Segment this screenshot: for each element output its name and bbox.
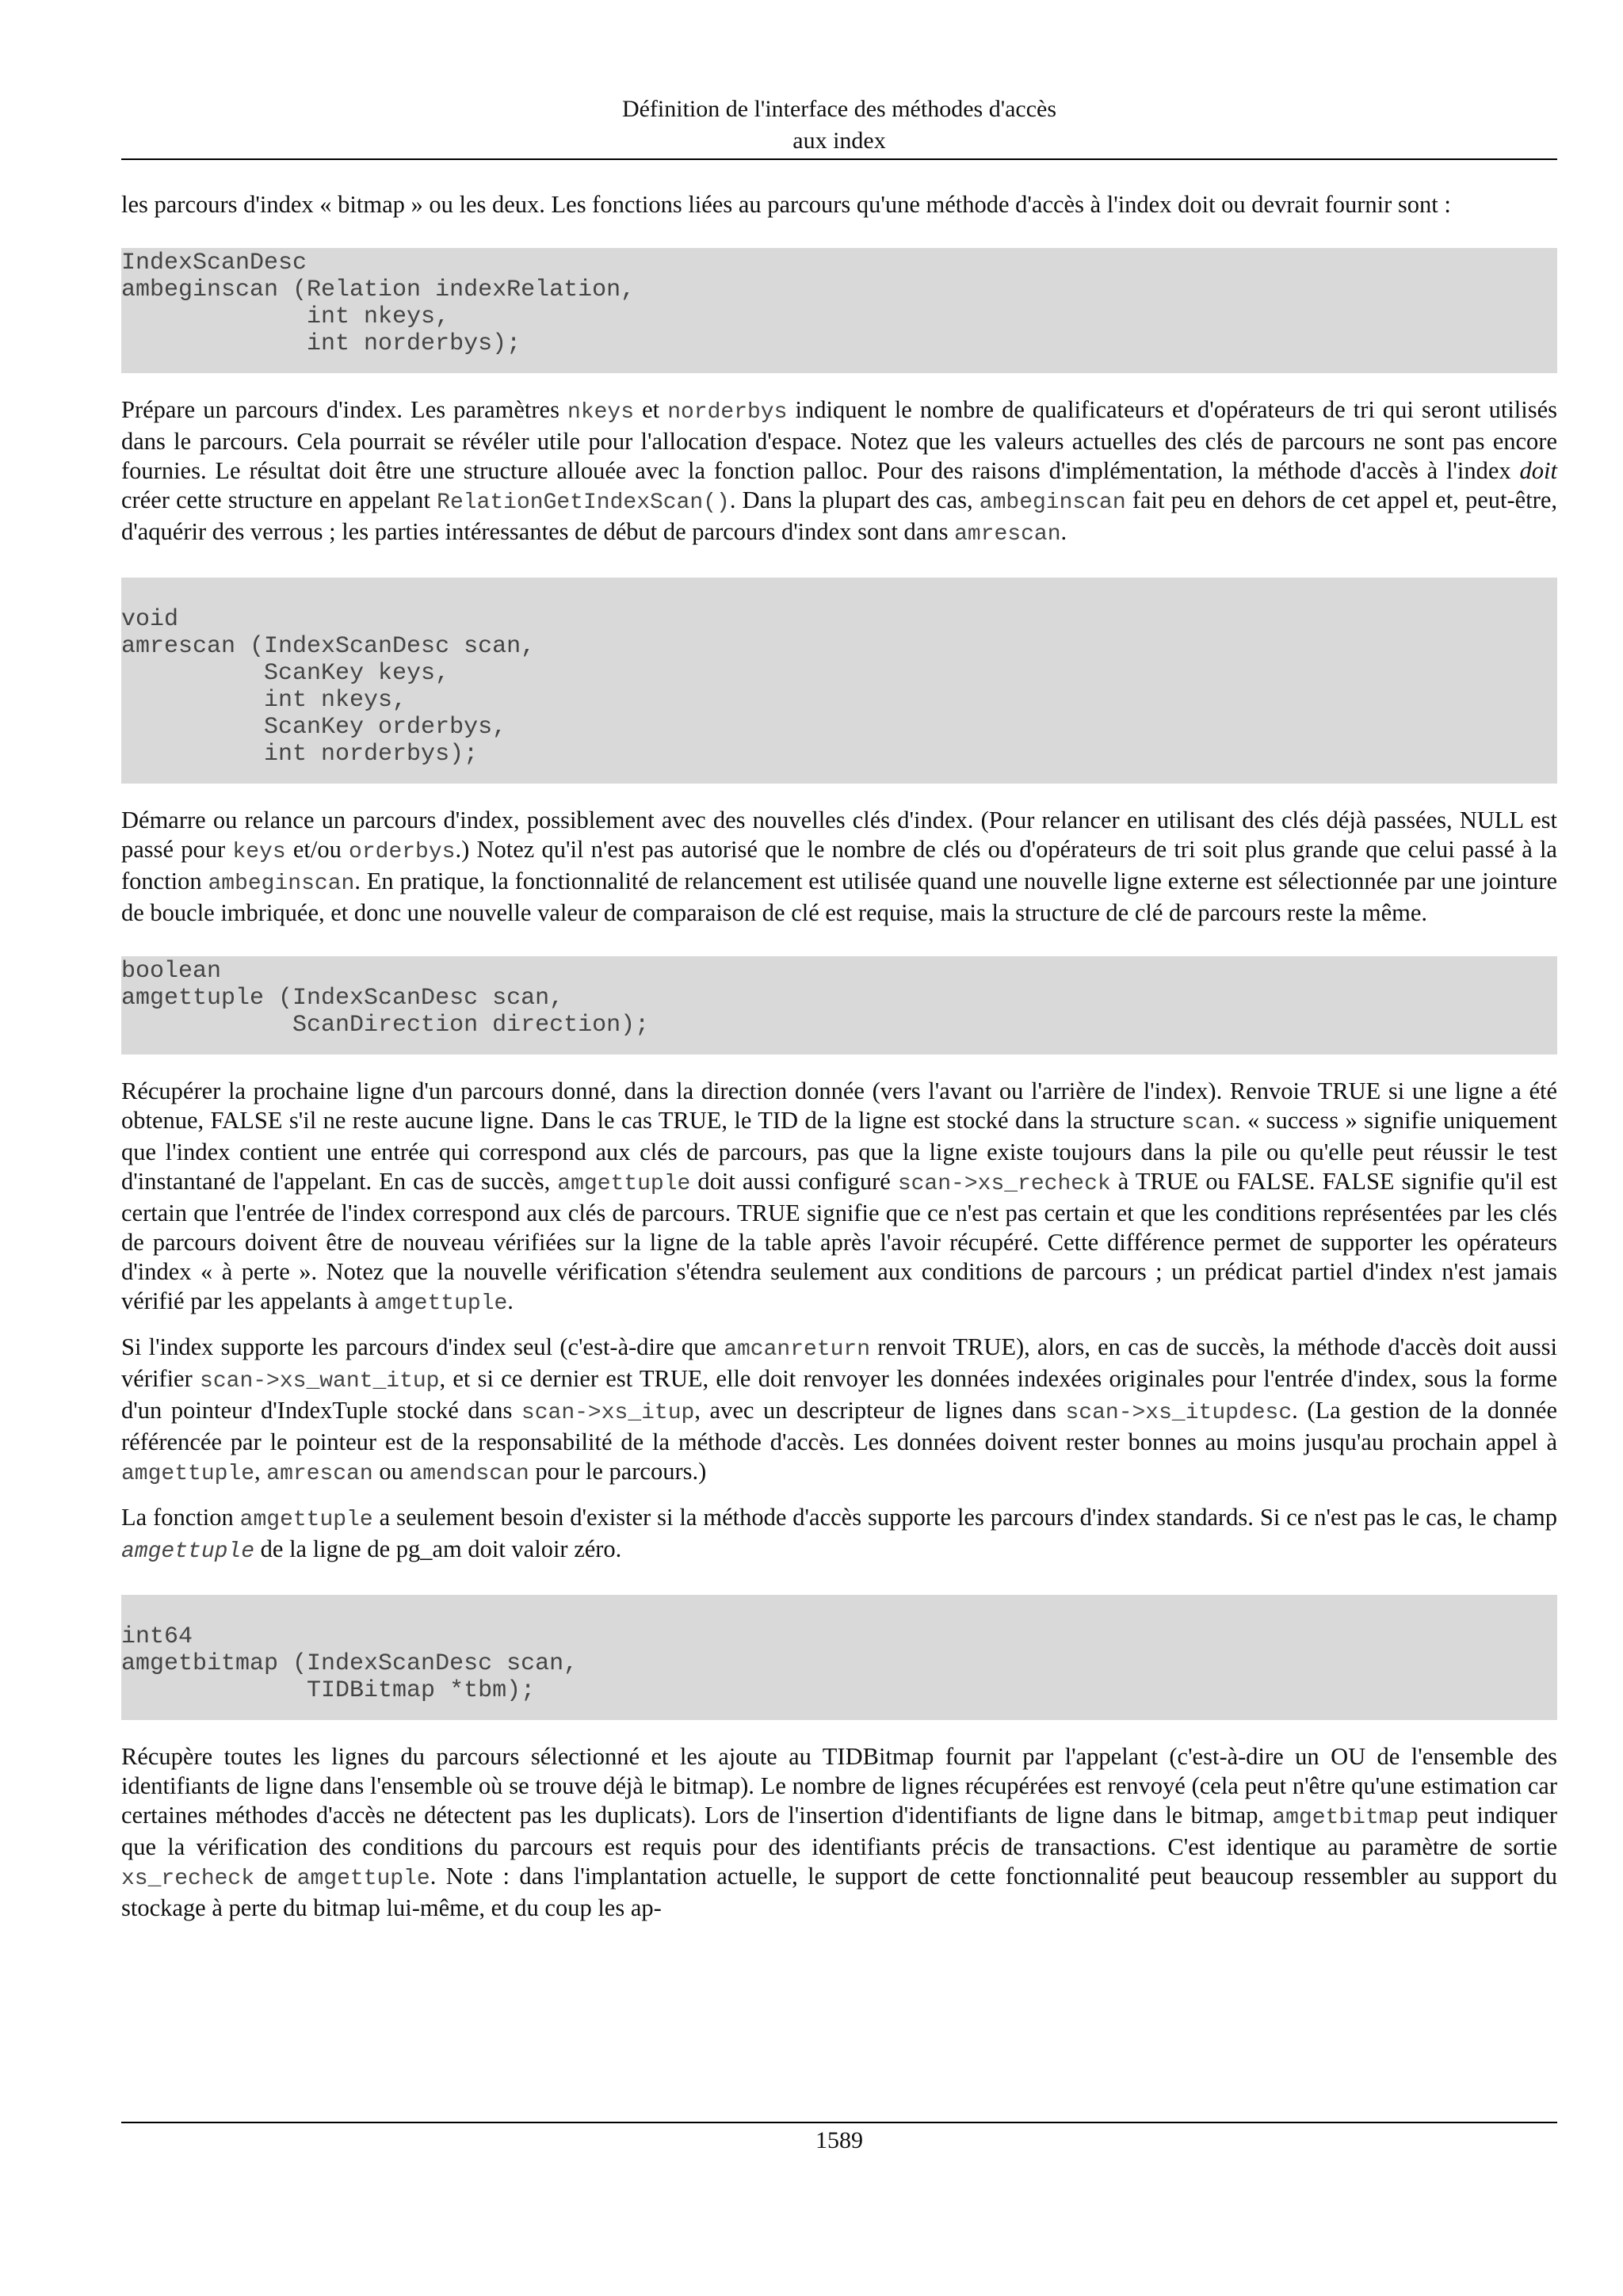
text: indiquent le nombre de qualificateurs et d'opérateurs de tri qui seront utilisés dans le parcours. Cela pourrait se révéler utile pour l'allocation d'espace. Notez que les valeurs actuelles des clés de parcours ne sont pas encore fournies. Le résultat doit être une structure allouée avec la fonction palloc. Pour des raisons d'implémentation, la méthode d'accès à l'index xyxy=(121,396,1557,484)
text: . (La gestion de la donnée référencée par le pointeur est de la responsabilité de la méthode d'accès. Les données doivent rester bonnes au moins jusqu'au prochain appel à xyxy=(121,1397,1557,1455)
code-ambeginscan: IndexScanDesc ambeginscan (Relation indexRelation, int nkeys, int norderbys); xyxy=(121,248,1557,373)
code-xs-itup: scan->xs_itup xyxy=(521,1401,695,1425)
code-amgetbitmap: int64 amgetbitmap (IndexScanDesc scan, TIDBitmap *tbm); xyxy=(121,1595,1557,1720)
code-xs-itupdesc: scan->xs_itupdesc xyxy=(1065,1401,1293,1425)
code-amgettuple: amgettuple xyxy=(239,1508,373,1532)
code-amgetbitmap: amgetbitmap xyxy=(1272,1806,1419,1830)
text: Si l'index supporte les parcours d'index seul (c'est-à-dire que xyxy=(121,1333,724,1360)
paragraph-ambeginscan xyxy=(121,395,1557,549)
text: . « success » signifie uniquement que l'index contient une entrée qui correspond aux clés de parcours, pas que la ligne existe toujours dans la pile ou qu'elle peut réussir le test d'instantané de l'appelant. En cas de succès, xyxy=(121,1107,1558,1195)
text: fait peu en dehors de cet appel et, peut-être, d'aquérir des verrous ; les parties intéressantes de début de parcours d'index sont dans xyxy=(121,486,1557,545)
footer-divider xyxy=(121,2122,1557,2123)
paragraph-amgetbitmap xyxy=(121,1742,1557,1923)
header-divider xyxy=(121,158,1557,160)
code-ambeginscan: ambeginscan xyxy=(208,871,355,896)
text: de xyxy=(254,1863,297,1890)
text: Récupère toutes les lignes du parcours sélectionné et les ajoute au TIDBitmap fournit par l'appelant (c'est-à-dire un OU de l'ensemble des identifiants de ligne dans l'ensemble où se trouve déjà le bitmap). Le nombre de lignes récupérées est renvoyé (cela peut n'être qu'une estimation car certaines méthodes d'accès ne détectent pas les duplicats). Lors de l'insertion d'identifiants de ligne dans le bitmap, xyxy=(121,1743,1557,1829)
text: , xyxy=(254,1458,267,1485)
text: peut indiquer que la vérification des conditions du parcours est requis pour des identifiants précis de transactions. C'est identique au paramètre de sortie xyxy=(121,1802,1558,1860)
intro-paragraph: les parcours d'index « bitmap » ou les deux. Les fonctions liées au parcours qu'une méthode d'accès à l'index doit ou devrait fournir sont : xyxy=(121,191,1451,218)
code-orderbys: orderbys xyxy=(349,840,456,864)
text: a seulement besoin d'exister si la méthode d'accès supporte les parcours d'index standards. Si ce n'est pas le cas, le champ xyxy=(372,1504,1557,1531)
text: . Dans la plupart des cas, xyxy=(729,486,980,513)
text: Démarre ou relance un parcours d'index, possiblement avec des nouvelles clés d'index. (Pour relancer en utilisant des clés déjà passées, NULL est passé pour xyxy=(121,807,1557,863)
text: et/ou xyxy=(285,836,349,863)
code-amgettuple-field: amgettuple xyxy=(121,1539,255,1564)
text: créer cette structure en appelant xyxy=(121,486,437,513)
text: .) Notez qu'il n'est pas autorisé que le nombre de clés ou d'opérateurs de tri soit plus grande que celui passé à la fonction xyxy=(121,836,1557,894)
code-amgettuple: amgettuple xyxy=(557,1172,691,1196)
text: pour le parcours.) xyxy=(529,1458,707,1485)
code-scan: scan xyxy=(1181,1111,1235,1135)
text: . En pratique, la fonctionnalité de relancement est utilisée quand une nouvelle ligne externe est sélectionnée par une jointure de boucle imbriquée, et donc une nouvelle valeur de comparaison de clé est requise, mais la structure de clé de parcours reste la même. xyxy=(121,868,1557,926)
code-amgettuple: amgettuple xyxy=(121,1462,255,1486)
code-ambeginscan: ambeginscan xyxy=(979,490,1126,515)
code-amendscan: amendscan xyxy=(409,1462,529,1486)
code-norderbys: norderbys xyxy=(667,400,788,425)
page-number: 1589 xyxy=(815,2127,863,2153)
code-nkeys: nkeys xyxy=(567,400,635,425)
text: ou xyxy=(372,1458,410,1485)
text: , avec un descripteur de lignes dans xyxy=(694,1397,1066,1424)
code-xs-recheck: scan->xs_recheck xyxy=(897,1172,1111,1196)
text: et xyxy=(634,396,668,423)
text: doit aussi configuré xyxy=(690,1168,898,1195)
text: . xyxy=(507,1287,514,1314)
running-header xyxy=(121,93,1557,157)
code-amgettuple: boolean amgettuple (IndexScanDesc scan, ScanDirection direction); xyxy=(121,956,1557,1055)
paragraph-amgettuple-3 xyxy=(121,1503,1557,1566)
text: Récupérer la prochaine ligne d'un parcours donné, dans la direction donnée (vers l'avant ou l'arrière de l'index). Renvoie TRUE si une ligne a été obtenue, FALSE s'il ne reste aucune ligne. Dans le cas TRUE, le TID de la ligne est stocké dans la structure xyxy=(121,1077,1557,1134)
code-xs-recheck: xs_recheck xyxy=(121,1867,255,1891)
text: à TRUE ou FALSE. FALSE signifie qu'il est certain que l'entrée de l'index correspond aux clés de parcours. TRUE signifie que ce n'est pas certain et que les conditions représentées par les clés de parcours doivent être de nouveau vérifiées sur la ligne de la table après l'avoir récupéré. Cette différence permet de supporter les opérateurs d'index « à perte ». Notez que la nouvelle vérification s'étendra seulement aux conditions de parcours ; un prédicat partiel d'index n'est jamais vérifié par les appelants à xyxy=(121,1168,1558,1314)
code-amrescan: amrescan xyxy=(954,522,1061,547)
emphasis-doit: doit xyxy=(1519,457,1557,484)
text: , et si ce dernier est TRUE, elle doit renvoyer les données indexées originales pour l'entrée d'index, sous la forme d'un pointeur d'IndexTuple stocké dans xyxy=(121,1365,1557,1424)
code-amgettuple: amgettuple xyxy=(374,1291,508,1316)
code-amgettuple: amgettuple xyxy=(296,1867,430,1891)
header-line-1: Définition de l'interface des méthodes d'accès xyxy=(621,96,1057,122)
code-amrescan: void amrescan (IndexScanDesc scan, ScanKey keys, int nkeys, ScanKey orderbys, int norderbys); xyxy=(121,578,1557,784)
header-line-2: aux index xyxy=(792,128,886,154)
code-xs-want-itup: scan->xs_want_itup xyxy=(200,1369,440,1394)
text: de la ligne de pg_am doit valoir zéro. xyxy=(254,1535,622,1562)
text: . Note : dans l'implantation actuelle, le support de cette fonctionnalité peut beaucoup ressembler au support du stockage à perte du bitmap lui-même, et du coup les ap- xyxy=(121,1863,1557,1921)
code-relationgetindexscan: RelationGetIndexScan() xyxy=(437,490,730,515)
text: La fonction xyxy=(121,1504,240,1531)
text: Prépare un parcours d'index. Les paramètres xyxy=(121,396,568,423)
page-body xyxy=(121,190,1557,1951)
paragraph-amgettuple-2 xyxy=(121,1333,1557,1489)
code-amrescan: amrescan xyxy=(266,1462,373,1486)
paragraph-amgettuple-1 xyxy=(121,1077,1557,1318)
paragraph-amrescan xyxy=(121,806,1557,928)
text: renvoit TRUE), alors, en cas de succès, la méthode d'accès doit aussi vérifier xyxy=(121,1333,1557,1392)
code-keys: keys xyxy=(232,840,286,864)
code-amcanreturn: amcanreturn xyxy=(724,1337,871,1362)
text: . xyxy=(1060,518,1067,545)
